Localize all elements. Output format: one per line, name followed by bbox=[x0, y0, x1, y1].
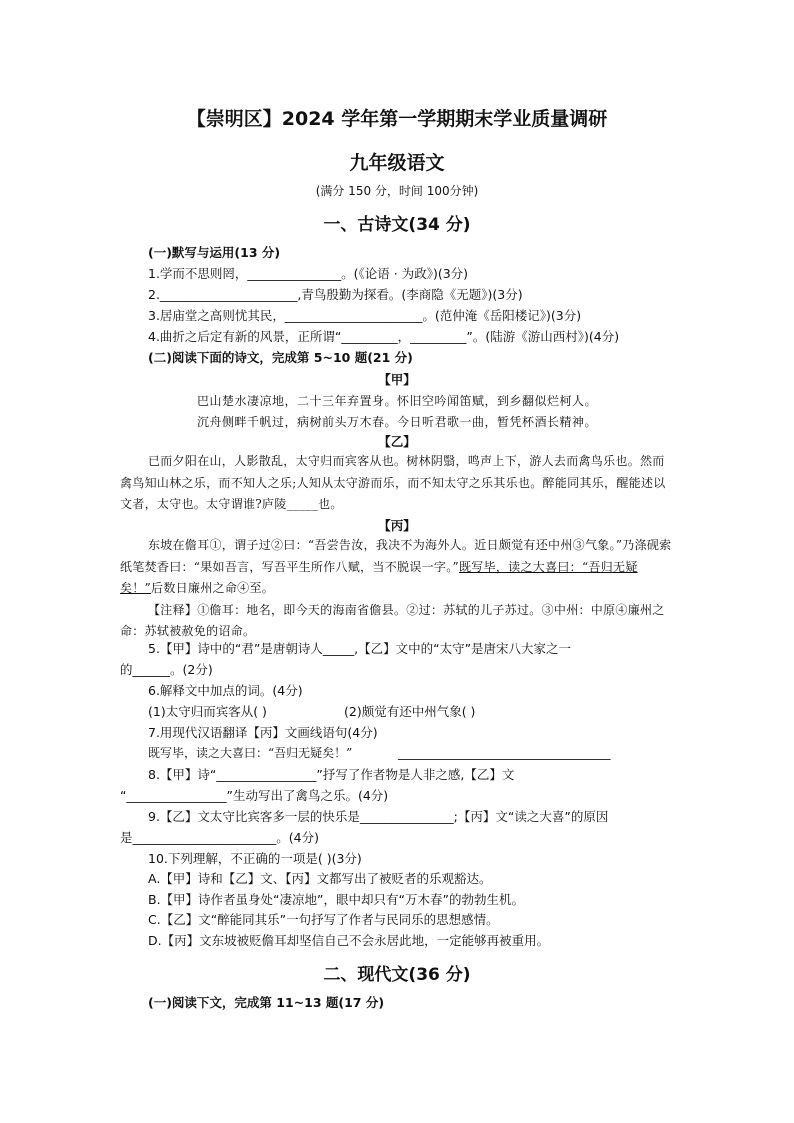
question-6-item-2: (2)颇觉有还中州气象( ) bbox=[344, 704, 476, 719]
question-7-blank: __________________________________ bbox=[398, 745, 611, 760]
question-8a: 8.【甲】诗“________________”抒写了作者物是人非之感,【乙】文 bbox=[148, 767, 515, 782]
question-1: 1.学而不思则罔，_______________。(《论语 · 为政》)(3分) bbox=[148, 266, 469, 281]
yi-label: 【乙】 bbox=[378, 434, 416, 449]
question-4: 4.曲折之后定有新的风景，正所谓“_________，_________”。(陆游《游山西村》)(4分) bbox=[148, 329, 620, 344]
question-7: 7.用现代汉语翻译【丙】文画线语句(4分) bbox=[148, 725, 378, 740]
bing-note: 【注释】①儋耳：地名，即今天的海南省儋县。②过：苏轼的儿子苏过。③中州：中原④廉州之命：苏轼被赦免的诏命。 bbox=[120, 602, 665, 638]
question-6: 6.解释文中加点的词。(4分) bbox=[148, 683, 303, 698]
exam-meta: (满分 150 分，时间 100分钟) bbox=[315, 184, 479, 198]
bing-text-b: 后数日廉州之命④至。 bbox=[151, 581, 275, 595]
question-3: 3.居庙堂之高则忧其民，______________________。(范仲淹《岳阳楼记》)(3分) bbox=[148, 308, 582, 323]
bing-passage bbox=[120, 535, 676, 643]
question-7-sentence: 既写毕，读之大喜曰：“吾归无疑矣！” bbox=[148, 746, 353, 760]
question-10-option-d: D.【丙】文东坡被贬儋耳却坚信自己不会永居此地，一定能够再被重用。 bbox=[148, 933, 550, 948]
question-6-item-1: (1)太守归而宾客从( ) bbox=[148, 704, 267, 719]
part2-heading: (二)阅读下面的诗文，完成第 5~10 题(21 分) bbox=[148, 350, 413, 365]
bing-label: 【丙】 bbox=[378, 518, 416, 533]
bing-underlined-sentence: 既写毕，读之大喜曰：“吾归无疑矣！” bbox=[120, 559, 638, 595]
question-10-option-a: A.【甲】诗和【乙】文、【丙】文都写出了被贬者的乐观豁达。 bbox=[148, 871, 492, 886]
question-5b: 的______。(2分) bbox=[120, 662, 213, 677]
question-9a: 9.【乙】文太守比宾客多一层的快乐是_______________;【丙】文“读之大喜”的原因 bbox=[148, 809, 609, 824]
question-8b: “________________”生动写出了禽鸟之乐。(4分) bbox=[120, 788, 389, 803]
bing-text-a: 东坡在儋耳①，谓子过②曰：“吾尝告汝，我决不为海外人。近日颇觉有还中州③气象。”乃涤砚索纸笔焚香曰：“果如吾言，写吾平生所作八赋，当不脱误一字。” bbox=[120, 538, 672, 574]
section2-part1-heading: (一)阅读下文，完成第 11~13 题(17 分) bbox=[148, 995, 385, 1010]
jia-line-2: 沉舟侧畔千帆过，病树前头万木春。今日听君歌一曲，暂凭杯酒长精神。 bbox=[196, 415, 597, 429]
jia-line-1: 巴山楚水凄凉地，二十三年弃置身。怀旧空吟闻笛赋，到乡翻似烂柯人。 bbox=[196, 394, 597, 408]
exam-title: 【崇明区】2024 学年第一学期期末学业质量调研 bbox=[186, 108, 608, 130]
question-10-option-b: B.【甲】诗作者虽身处“凄凉地”，眼中却只有“万木春”的勃勃生机。 bbox=[148, 892, 524, 907]
question-9b: 是_______________________。(4分) bbox=[120, 830, 319, 845]
section1-heading: 一、古诗文(34 分) bbox=[323, 215, 471, 235]
bing-text bbox=[120, 535, 676, 600]
exam-subject: 九年级语文 bbox=[349, 152, 445, 174]
question-5a: 5.【甲】诗中的“君”是唐朝诗人_____,【乙】文中的“太守”是唐宋八大家之一 bbox=[148, 641, 572, 656]
yi-text: 已而夕阳在山，人影散乱，太守归而宾客从也。树林阴翳，鸣声上下，游人去而禽鸟乐也。然而禽鸟知山林之乐，而不知人之乐;人知从太守游而乐，而不知太守之乐其乐也。醉能同其乐，醒能述以文者，太守也。太守谓谁?庐陵_____也。 bbox=[120, 454, 666, 511]
question-2: 2.______________________,青鸟殷勤为探看。(李商隐《无题》)(3分) bbox=[148, 287, 523, 302]
part1-heading: (一)默写与运用(13 分) bbox=[148, 245, 281, 260]
question-10-option-c: C.【乙】文“醉能同其乐”一句抒写了作者与民同乐的思想感情。 bbox=[148, 912, 499, 927]
jia-label: 【甲】 bbox=[378, 372, 416, 387]
yi-passage bbox=[120, 451, 676, 516]
question-10: 10.下列理解，不正确的一项是( )(3分) bbox=[148, 851, 362, 866]
section2-heading: 二、现代文(36 分) bbox=[323, 965, 471, 985]
